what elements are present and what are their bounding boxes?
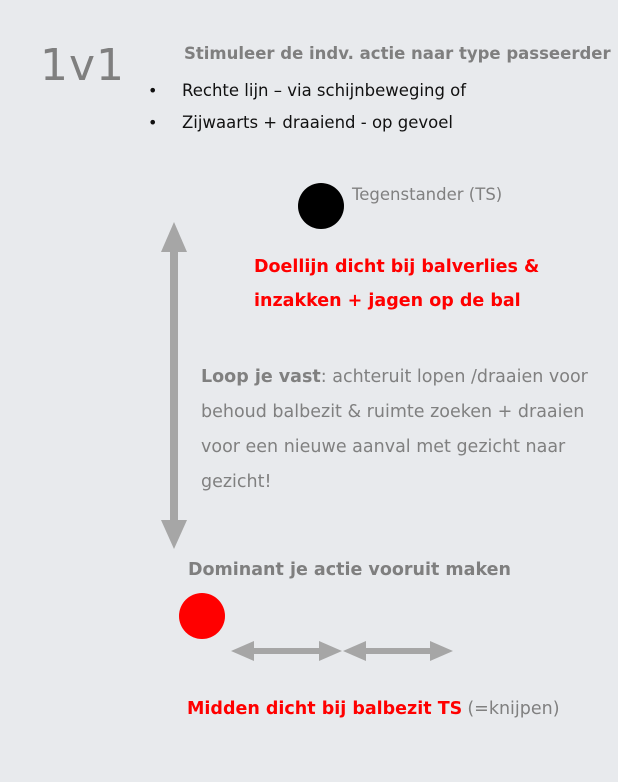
heading: Stimuleer de indv. actie naar type passeerder xyxy=(184,44,611,63)
opponent-label: Tegenstander (TS) xyxy=(352,185,503,204)
bottom-note-red: Midden dicht bij balbezit TS xyxy=(187,699,463,719)
horizontal-double-arrow-right xyxy=(343,641,453,661)
bottom-note-suffix: (=knijpen) xyxy=(467,699,560,719)
dominant-note: Dominant je actie vooruit maken xyxy=(188,560,511,580)
diagram-title: 1v1 xyxy=(40,40,126,91)
vertical-double-arrow xyxy=(161,222,187,549)
loop-note-bold: Loop je vast xyxy=(201,367,321,387)
red-note-top-line1: Doellijn dicht bij balverlies & xyxy=(254,257,540,277)
red-note-top-line2: inzakken + jagen op de bal xyxy=(254,291,521,311)
horizontal-double-arrow-left xyxy=(231,641,342,661)
loop-note-rest: : achteruit lopen /draaien voor behoud balbezit & ruimte zoeken + draaien voor een nieuwe aanval met gezicht naar gezicht! xyxy=(201,367,588,492)
bullet-item: • Rechte lijn – via schijnbeweging of xyxy=(148,80,466,112)
bullet-item: • Zijwaarts + draaiend - op gevoel xyxy=(148,112,466,144)
